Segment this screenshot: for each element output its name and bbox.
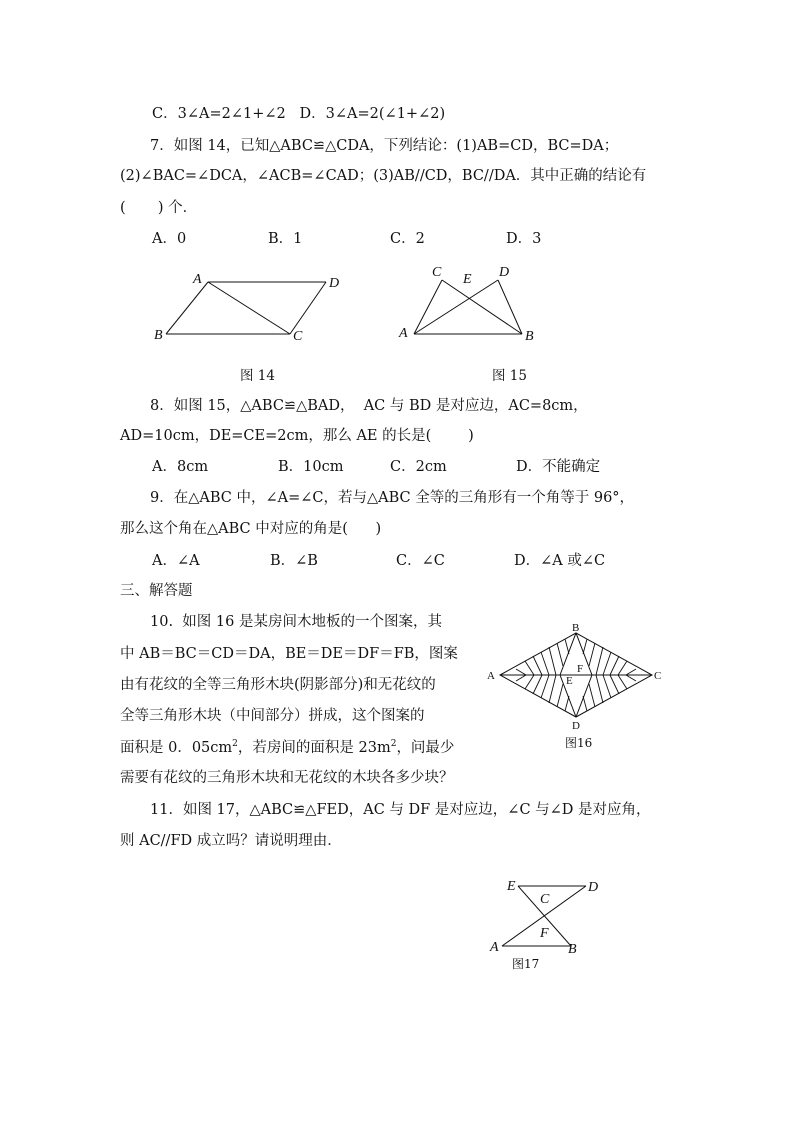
figure-16-outline [500,633,652,717]
fig14-label-c: C [293,329,303,344]
fig15-label-c: C [432,265,442,280]
q10-line1: 10. 如图 16 是某房间木地板的一个图案，其 [150,614,442,630]
q7-option-c: C．2 [390,231,425,247]
fig14-caption: 图 14 [240,368,275,384]
q7-option-d: D．3 [506,231,542,247]
fig14-label-d: D [329,276,340,291]
fig17-label-a: A [490,940,499,955]
fig16-label-c: C [654,670,662,682]
fig16-caption: 图16 [565,736,593,750]
q8-option-c: C．2cm [390,459,447,475]
fig16-label-b: B [572,622,580,634]
q10-sup-m: 2 [390,739,397,750]
q8-line2: AD=10cm，DE=CE=2cm，那么 AE 的长是( ) [120,428,474,444]
fig17-label-d: D [588,880,599,895]
fig17-label-f: F [540,926,549,941]
q7-option-a: A．0 [152,231,187,247]
q10-line5-mid: ，若房间的面积是 23m [237,740,391,756]
q10-line4: 全等三角形木块（中间部分）拼成，这个图案的 [120,708,425,724]
fig16-label-d: D [572,720,580,732]
q10-line5 [120,738,454,758]
figure-17-lines [502,886,586,946]
q9-option-d: D．∠A 或∠C [514,553,606,569]
q11-line1: 11．如图 17，△ABC≌△FED，AC 与 DF 是对应边，∠C 与∠D 是对应角， [150,802,651,818]
q6-options-line: C．3∠A=2∠1+∠2 D．3∠A=2(∠1+∠2) [152,106,446,122]
fig16-label-a: A [487,670,495,682]
q9-option-a: A．∠A [152,553,200,569]
q8-option-d: D．不能确定 [516,459,601,475]
q7-line1: 7．如图 14，已知△ABC≌△CDA，下列结论：(1)AB=CD，BC=DA； [150,138,619,154]
q10-line3: 由有花纹的全等三角形木块(阴影部分)和无花纹的 [120,677,436,693]
q8-option-b: B．10cm [278,459,344,475]
q8-line1: 8．如图 15，△ABC≌△BAD， AC 与 BD 是对应边，AC=8cm， [150,398,588,414]
q9-line2: 那么这个角在△ABC 中对应的角是( ) [120,521,382,537]
fig15-label-e: E [463,272,472,287]
q8-option-a: A．8cm [152,459,209,475]
fig17-label-c: C [540,892,550,907]
q10-line5-pre: 面积是 0．05cm [120,740,233,756]
fig14-label-b: B [154,328,163,343]
q7-line2: (2)∠BAC=∠DCA，∠ACB=∠CAD；(3)AB//CD，BC//DA．其中正确的结论有 [120,168,647,184]
figure-15-lines [414,280,522,334]
section-title: 三、解答题 [120,583,193,599]
q9-option-c: C．∠C [396,553,445,569]
fig17-caption: 图17 [512,957,540,971]
fig15-caption: 图 15 [492,368,527,384]
q11-line2: 则 AC//FD 成立吗？请说明理由． [120,833,342,849]
fig14-label-a: A [193,272,202,287]
q10-line6: 需要有花纹的三角形木块和无花纹的木块各多少块？ [120,770,454,786]
fig16-label-e: E [566,675,573,687]
q7-option-b: B．1 [268,231,303,247]
figure-14-lines [166,282,326,334]
q10-line5-post: ，问最少 [396,740,455,756]
fig17-label-b: B [568,942,577,957]
fig16-label-f: F [577,663,584,675]
q9-line1: 9．在△ABC 中，∠A=∠C，若与△ABC 全等的三角形有一个角等于 96°， [150,490,635,506]
figure-16-hatching [516,639,636,711]
q10-sup-cm: 2 [232,739,238,750]
q9-option-b: B．∠B [270,553,318,569]
fig17-label-e: E [507,879,516,894]
q7-line3: ( ) 个． [120,200,198,216]
fig15-label-a: A [399,326,408,341]
q10-line2: 中 AB＝BC＝CD＝DA，BE＝DE＝DF＝FB，图案 [120,646,458,662]
fig15-label-b: B [525,329,534,344]
fig15-label-d: D [499,265,510,280]
